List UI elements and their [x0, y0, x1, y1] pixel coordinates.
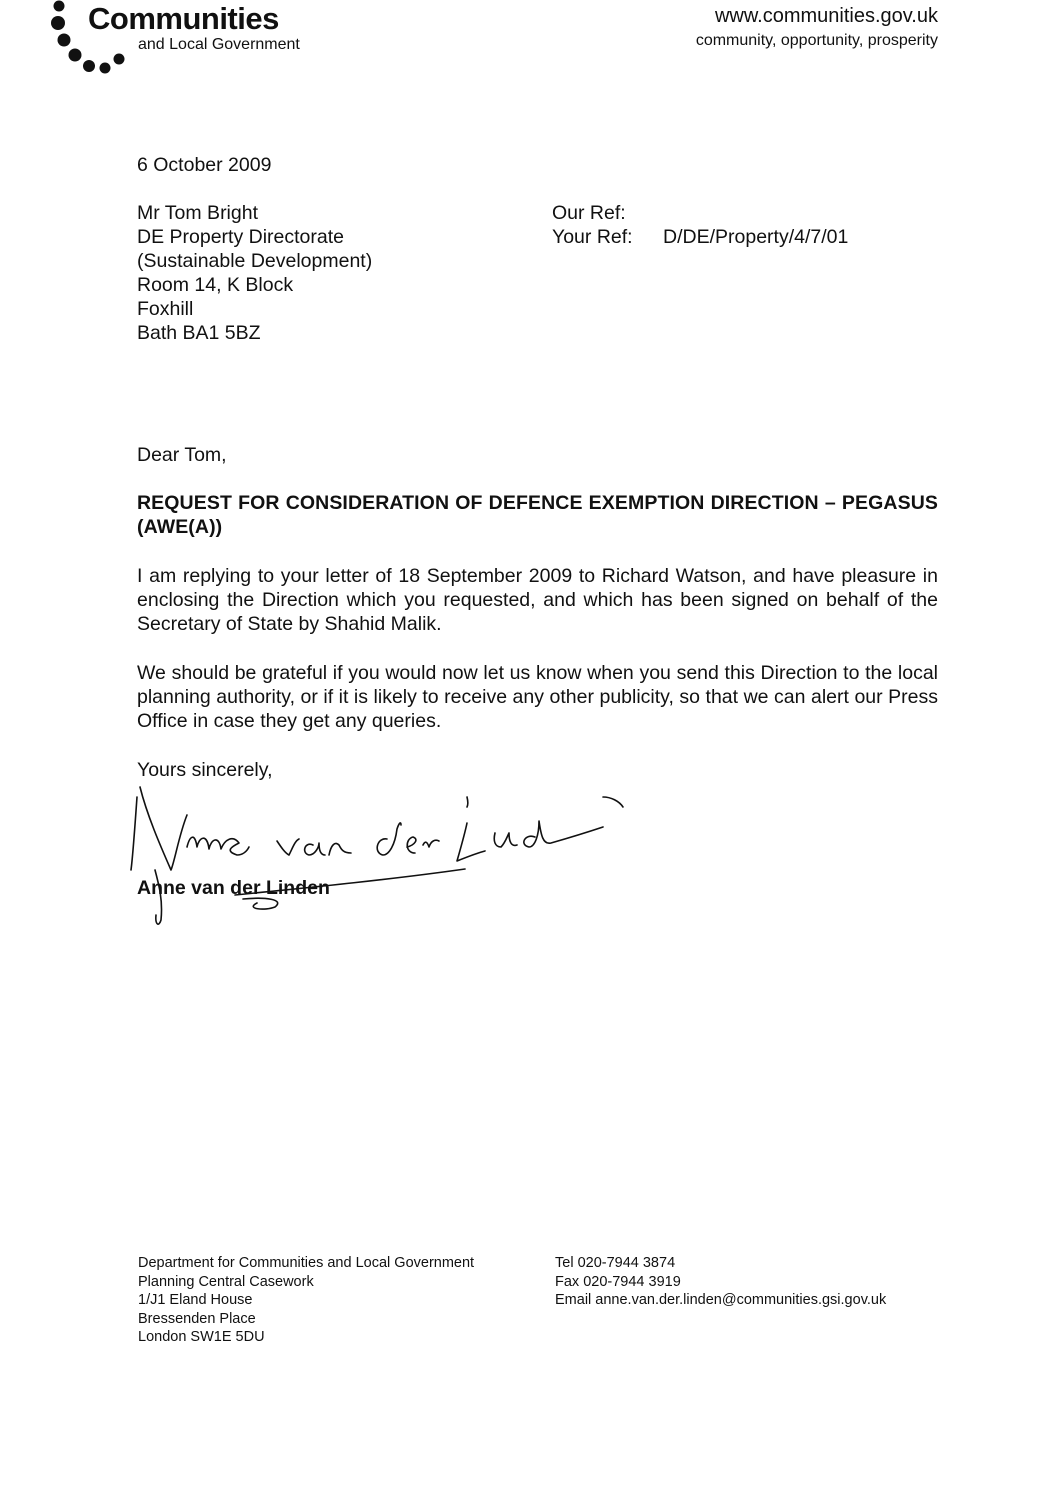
- recipient-line: Room 14, K Block: [137, 274, 294, 296]
- footer-address-line: 1/J1 Eland House: [138, 1292, 253, 1308]
- letter-date: 6 October 2009: [137, 154, 272, 176]
- your-ref-value: D/DE/Property/4/7/01: [663, 226, 849, 248]
- closing: Yours sincerely,: [137, 759, 273, 781]
- footer-fax: Fax 020-7944 3919: [555, 1273, 681, 1290]
- reference-block: [552, 201, 848, 249]
- footer-address-line: London SW1E 5DU: [138, 1329, 265, 1345]
- footer-address: [138, 1254, 474, 1347]
- recipient-line: DE Property Directorate: [137, 226, 344, 248]
- your-ref-label: Your Ref:: [552, 226, 633, 248]
- logo-title: Communities: [88, 1, 279, 36]
- website-url: www.communities.gov.uk: [714, 5, 938, 27]
- footer-address-line: Department for Communities and Local Government: [138, 1255, 475, 1271]
- recipient-line: Foxhill: [137, 298, 194, 320]
- handwritten-signature-icon: [115, 775, 635, 935]
- letter-subject: REQUEST FOR CONSIDERATION OF DEFENCE EXEMPTION DIRECTION – PEGASUS (AWE(A)): [137, 492, 938, 538]
- signer-name: Anne van der Linden: [137, 877, 330, 899]
- our-ref-label: Our Ref:: [552, 202, 626, 224]
- footer-address-line: Planning Central Casework: [138, 1273, 314, 1290]
- recipient-address: [137, 201, 372, 345]
- footer-tel: Tel 020-7944 3874: [555, 1255, 676, 1271]
- recipient-line: Mr Tom Bright: [137, 202, 258, 224]
- footer-email: Email anne.van.der.linden@communities.gsi.gov.uk: [555, 1292, 887, 1308]
- tagline: community, opportunity, prosperity: [695, 32, 938, 49]
- footer-contact: [555, 1254, 886, 1310]
- footer-address-line: Bressenden Place: [138, 1310, 256, 1327]
- logo-subtitle: and Local Government: [138, 36, 300, 53]
- your-ref-row: [552, 225, 848, 249]
- recipient-line: Bath BA1 5BZ: [137, 322, 261, 344]
- our-ref-row: [552, 201, 848, 225]
- salutation: Dear Tom,: [137, 444, 227, 466]
- recipient-line: (Sustainable Development): [137, 250, 373, 272]
- body-paragraph: We should be grateful if you would now let us know when you send this Direction to the local planning authority, or if it is likely to receive any other publicity, so that we can alert our Press Office in case they get any queries.: [137, 662, 938, 732]
- body-paragraph: I am replying to your letter of 18 September 2009 to Richard Watson, and have pleasure in enclosing the Direction which you requested, and which has been signed on behalf of the Secretary of State by Shahid Malik.: [137, 565, 938, 635]
